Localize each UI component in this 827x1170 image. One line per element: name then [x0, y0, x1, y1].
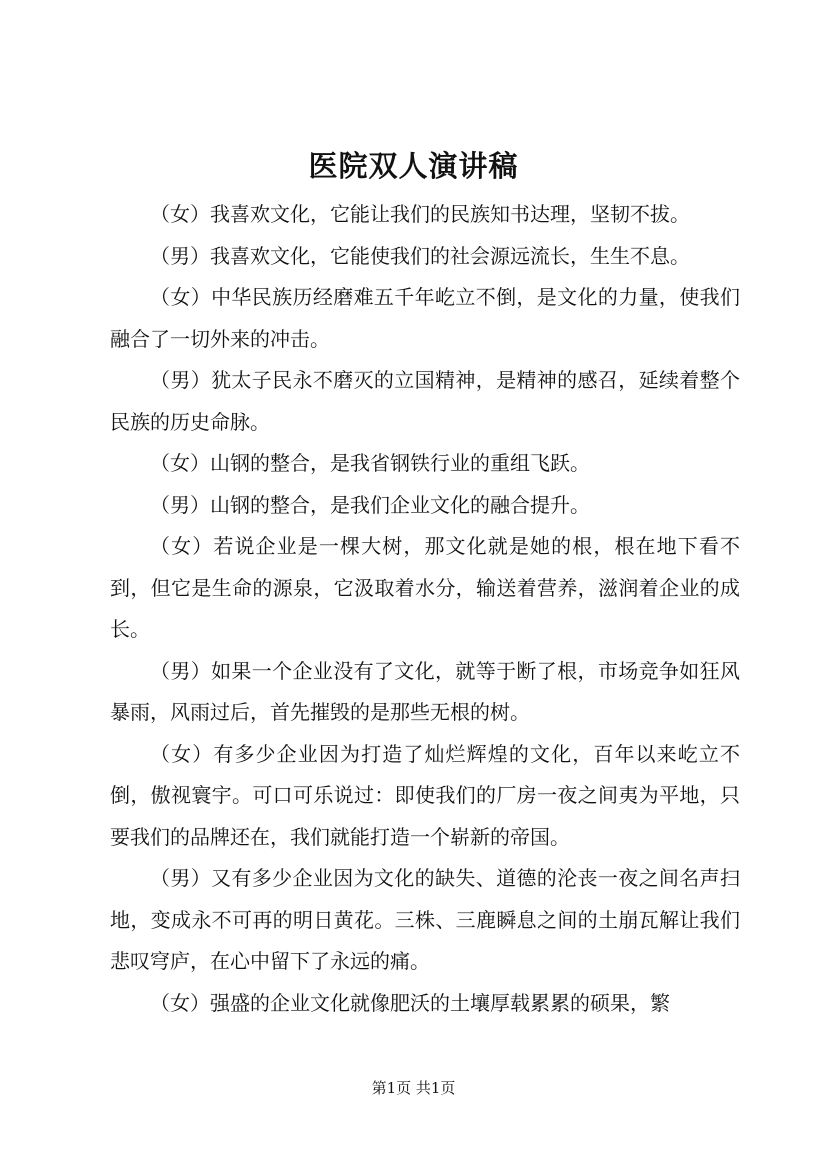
speech-paragraph: （女）若说企业是一棵大树，那文化就是她的根，根在地下看不到，但它是生命的源泉，它汲取着水分，输送着营养，滋润着企业的成长。	[110, 534, 740, 641]
document-title: 医院双人演讲稿	[308, 149, 519, 183]
speech-paragraph: （男）山钢的整合，是我们企业文化的融合提升。	[150, 492, 590, 517]
speech-paragraph: （男）我喜欢文化，它能使我们的社会源远流长，生生不息。	[150, 243, 690, 268]
speech-body	[110, 194, 740, 1024]
speech-paragraph: （女）强盛的企业文化就像肥沃的土壤厚载累累的硕果，繁	[150, 990, 670, 1015]
speech-paragraph: （男）又有多少企业因为文化的缺失、道德的沦丧一夜之间名声扫地，变成永不可再的明日黄花。三株、三鹿瞬息之间的土崩瓦解让我们悲叹穹庐，在心中留下了永远的痛。	[110, 866, 740, 973]
speech-paragraph: （女）山钢的整合，是我省钢铁行业的重组飞跃。	[150, 451, 590, 475]
speech-paragraph: （男）如果一个企业没有了文化，就等于断了根，市场竞争如狂风暴雨，风雨过后，首先摧毁的是那些无根的树。	[110, 658, 740, 724]
speech-paragraph: （女）我喜欢文化，它能让我们的民族知书达理，坚韧不拔。	[150, 202, 690, 226]
speech-paragraph: （女）有多少企业因为打造了灿烂辉煌的文化，百年以来屹立不倒，傲视寰宇。可口可乐说过：即使我们的厂房一夜之间夷为平地，只要我们的品牌还在，我们就能打造一个崭新的帝国。	[110, 741, 740, 849]
speech-paragraph: （男）犹太子民永不磨灭的立国精神，是精神的感召，延续着整个民族的历史命脉。	[110, 368, 740, 434]
speech-paragraph: （女）中华民族历经磨难五千年屹立不倒，是文化的力量，使我们融合了一切外来的冲击。	[110, 285, 740, 351]
page-number-footer: 第1页 共1页	[371, 1079, 456, 1097]
